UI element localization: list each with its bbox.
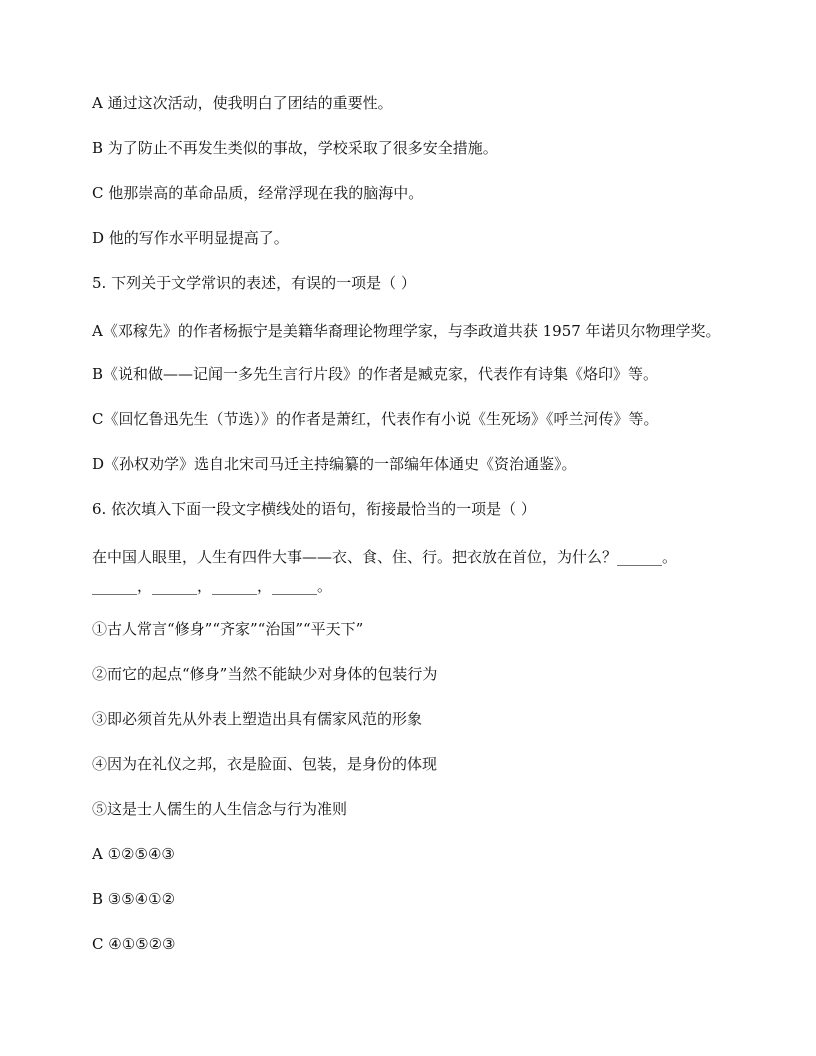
sentence-4: ④因为在礼仪之邦，衣是脸面、包装，是身份的体现: [92, 755, 438, 773]
document-page: [92, 92, 732, 978]
option-b-q6: B ③⑤④①②: [92, 890, 176, 908]
sentence-5: ⑤这是士人儒生的人生信念与行为准则: [92, 800, 348, 818]
option-c-q4: C 他那崇高的革命品质，经常浮现在我的脑海中。: [92, 184, 424, 202]
option-b-q5: B《说和做——记闻一多先生言行片段》的作者是臧克家，代表作有诗集《烙印》等。: [92, 365, 659, 383]
option-d-q5: D《孙权劝学》选自北宋司马迁主持编纂的一部编年体通史《资治通鉴》。: [92, 455, 577, 473]
option-d-q4: D 他的写作水平明显提高了。: [92, 229, 289, 247]
option-c-q6: C ④①⑤②③: [92, 935, 176, 953]
option-b-q4: B 为了防止不再发生类似的事故，学校采取了很多安全措施。: [92, 139, 498, 157]
option-c-q5: C《回忆鲁迅先生（节选）》的作者是萧红，代表作有小说《生死场》《呼兰河传》等。: [92, 410, 659, 428]
question-6: 6. 依次填入下面一段文字横线处的语句，衔接最恰当的一项是（ ）: [92, 500, 536, 518]
option-a-q5: A《邓稼先》的作者杨振宁是美籍华裔理论物理学家，与李政道共获 1957 年诺贝尔物理学奖。: [92, 322, 721, 340]
option-a-q6: A ①②⑤④③: [92, 845, 175, 863]
sentence-3: ③即必须首先从外表上塑造出具有儒家风范的形象: [92, 710, 423, 728]
sentence-2: ②而它的起点“修身”当然不能缺少对身体的包装行为: [92, 665, 438, 683]
option-a-q4: A 通过这次活动，使我明白了团结的重要性。: [92, 94, 393, 112]
question-5: 5. 下列关于文学常识的表述，有误的一项是（ ）: [92, 274, 416, 292]
question-6-passage: 在中国人眼里，人生有四件大事——衣、食、住、行。把衣放在首位，为什么？______。______，______，______，______。: [92, 548, 678, 595]
sentence-1: ①古人常言“修身”“齐家”“治国”“平天下”: [92, 620, 364, 638]
